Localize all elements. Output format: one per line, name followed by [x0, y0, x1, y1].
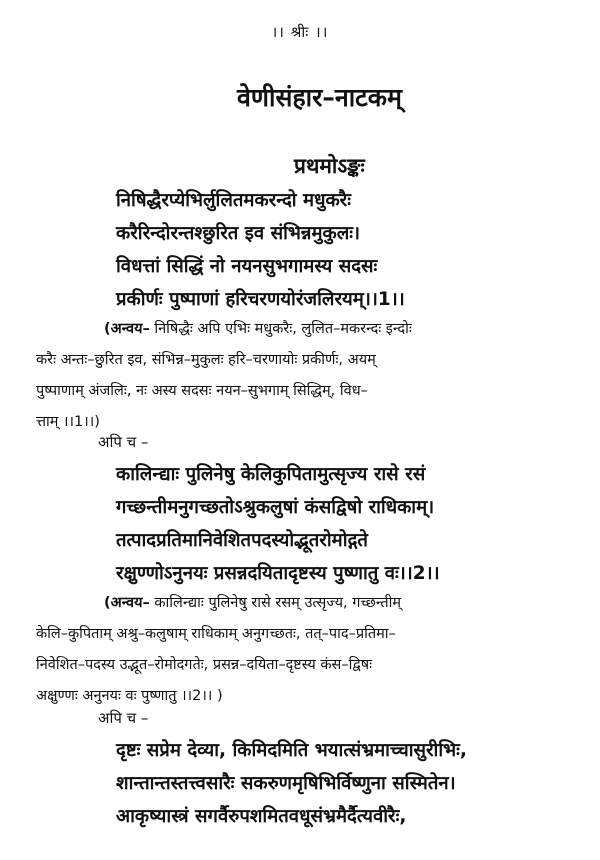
anvaya-line: पुष्पाणाम् अंजलिः, नः अस्य सदसः नयन–सुभगाम् सिद्धिम्, विध– [36, 383, 368, 399]
act-heading: प्रथमोऽङ्कः [294, 154, 365, 178]
anvaya-line: (अन्वय– कालिन्द्याः पुलिनेषु रासे रसम् उत्सृज्य, गच्छन्तीम् [104, 595, 402, 611]
invocation: ।। श्रीः ।। [271, 23, 329, 41]
verse-line: कालिन्द्याः पुलिनेषु केलिकुपितामुत्सृज्य रासे रसं [116, 464, 426, 485]
anvaya-label: (अन्वय– [104, 321, 150, 337]
verse-line: दृष्टः सप्रेम देव्या, किमिदमिति भयात्संभ्रमाच्चासुरीभिः, [116, 740, 467, 761]
verse-line: शान्तान्तस्तत्त्वसारैः सकरुणमृषिभिर्विष्णुना सस्मितेन। [116, 773, 456, 794]
anvaya-line: निवेशित–पदस्य उद्भूत–रोमोदगतेः, प्रसन्न–दयिता–दृष्टस्य कंस–द्विषः [36, 657, 372, 673]
transition-api-ca: अपि च – [98, 433, 149, 451]
verse-line: निषिद्धैरप्येभिर्लुलितमकरन्दो मधुकरैः [116, 190, 351, 211]
verse-line: विधत्तां सिद्धिं नो नयनसुभगामस्य सदसः [116, 256, 378, 277]
verse-2 [116, 458, 596, 590]
verse-3 [116, 734, 596, 833]
anvaya-line: केलि–कुपिताम् अश्रु–कलुषाम् राधिकाम् अनुगच्छतः, तत्–पाद–प्रतिमा– [36, 626, 396, 642]
anvaya-1 [36, 314, 576, 438]
verse-line: गच्छन्तीमनुगच्छतोऽश्रुकलुषां कंसद्विषो राधिकाम्। [116, 497, 435, 518]
anvaya-line: त्ताम् ।।1।।) [36, 414, 100, 430]
verse-line: रक्षुण्णोऽनुनयः प्रसन्नदयितादृष्टस्य पुष्णातु वः।।2।। [116, 563, 440, 584]
anvaya-label: (अन्वय– [104, 595, 150, 611]
transition-api-ca: अपि च – [98, 709, 149, 727]
verse-line: तत्पादप्रतिमानिवेशितपदस्योद्भूतरोमोद्गते [116, 530, 368, 551]
verse-line: आकृष्यास्त्रं सगर्वैरुपशमितवधूसंभ्रमैर्दैत्यवीरैः, [116, 806, 407, 827]
anvaya-line: (अन्वय– निषिद्धैः अपि एभिः मधुकरैः, लुलित–मकरन्दः इन्दोः [104, 321, 412, 337]
play-title: वेणीसंहार–नाटकम् [237, 83, 402, 112]
anvaya-2 [36, 588, 576, 712]
verse-line: करैरिन्दोरन्तश्छुरित इव संभिन्नमुकुलः। [116, 223, 361, 244]
anvaya-line: करैः अन्तः–छुरित इव, संभिन्न–मुकुलः हरि–चरणायोः प्रकीर्णः, अयम् [36, 352, 376, 368]
verse-1 [116, 184, 596, 316]
verse-line: प्रकीर्णः पुष्पाणां हरिचरणयोरंजलिरयम्।।1।। [116, 289, 405, 310]
anvaya-line: अक्षुण्णः अनुनयः वः पुष्णातु ।।2।। ) [36, 688, 223, 704]
